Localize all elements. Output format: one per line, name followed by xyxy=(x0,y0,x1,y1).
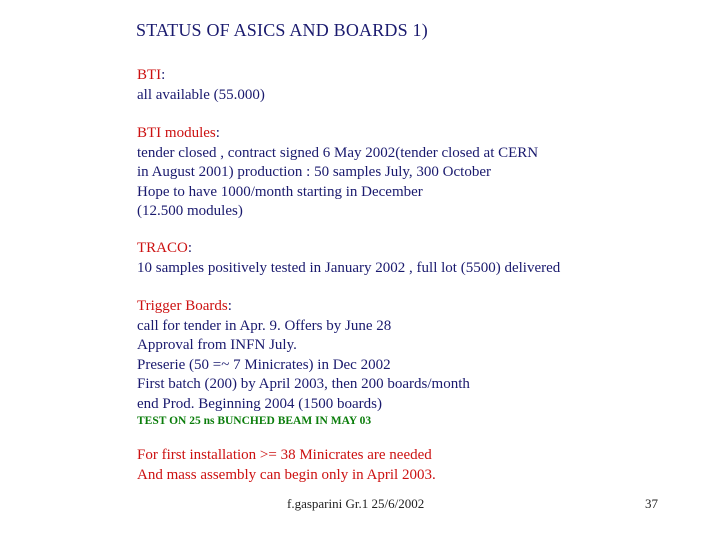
text-line: in August 2001) production : 50 samples July, 300 October xyxy=(137,164,491,180)
section-bti-heading xyxy=(137,66,265,86)
section-trigger-boards-heading xyxy=(137,297,470,317)
section-traco-heading xyxy=(137,239,560,259)
text-line: tender closed , contract signed 6 May 2002(tender closed at CERN xyxy=(137,144,539,161)
text-line: First batch (200) by April 2003, then 200 boards/month xyxy=(137,376,470,392)
slide-title: STATUS OF ASICS AND BOARDS 1) xyxy=(136,20,428,40)
text-line: end Prod. Beginning 2004 (1500 boards) xyxy=(137,395,382,412)
text-line: 10 samples positively tested in January 2002 , full lot (5500) delivered xyxy=(137,259,561,276)
section-colon: : xyxy=(227,298,232,314)
text-line: Hope to have 1000/month starting in December xyxy=(137,183,423,200)
section-colon: : xyxy=(187,240,193,256)
section-bti-modules-heading xyxy=(137,124,538,144)
section-bti-modules xyxy=(137,124,538,222)
text-line: Approval from INFN July. xyxy=(137,337,297,353)
section-label: TRACO xyxy=(137,240,188,256)
section-installation xyxy=(137,446,436,485)
text-line: (12.500 modules) xyxy=(137,203,243,219)
text-line: Preserie (50 =~ 7 Minicrates) in Dec 2002 xyxy=(137,356,391,373)
page-number: 37 xyxy=(645,496,658,511)
section-label: Trigger Boards xyxy=(137,298,228,314)
footer-author: f.gasparini Gr.1 25/6/2002 xyxy=(287,496,425,511)
section-trigger-boards xyxy=(137,297,470,428)
section-colon: : xyxy=(215,125,220,141)
section-traco xyxy=(137,239,560,278)
text-line: And mass assembly can begin only in April 2003. xyxy=(137,466,436,483)
text-line: For first installation >= 38 Minicrates are needed xyxy=(137,447,432,463)
section-label: BTI modules xyxy=(137,125,216,141)
test-note: TEST ON 25 ns BUNCHED BEAM IN MAY 03 xyxy=(137,415,372,427)
section-label: BTI xyxy=(137,67,162,83)
section-colon: : xyxy=(161,67,166,83)
section-bti xyxy=(137,66,265,105)
text-line: all available (55.000) xyxy=(137,86,265,103)
text-line: call for tender in Apr. 9. Offers by June 28 xyxy=(137,317,392,334)
